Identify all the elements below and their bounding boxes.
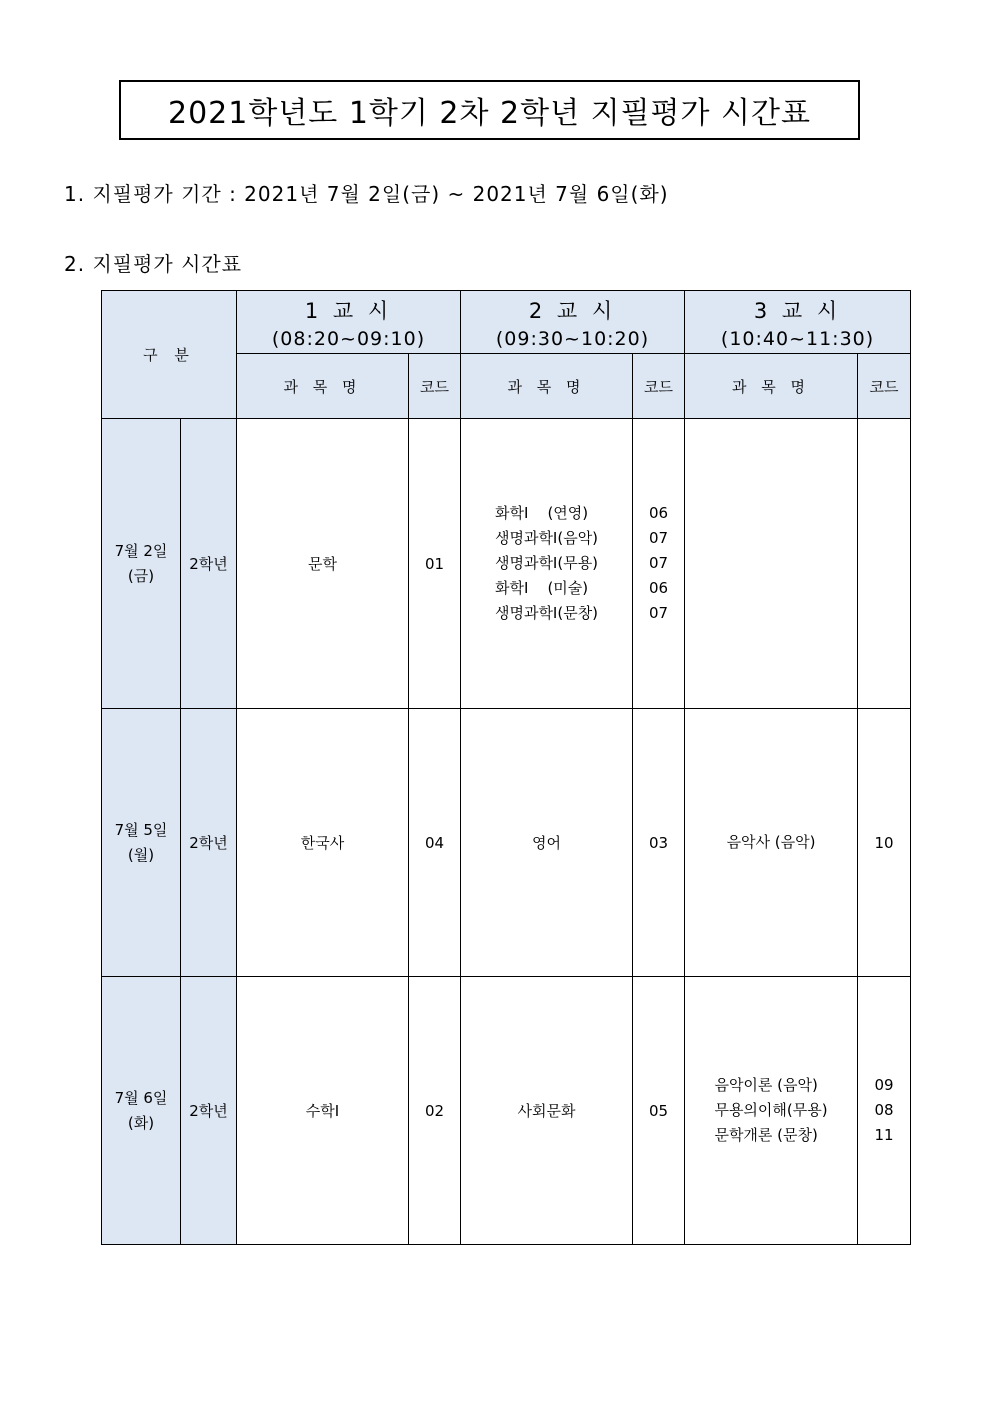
period-3-subject — [685, 709, 858, 977]
grade-cell: 2학년 — [181, 709, 237, 977]
date-cell — [102, 419, 181, 709]
subject-line: 생명과학Ⅰ(무용) — [494, 554, 599, 572]
grade-cell: 2학년 — [181, 419, 237, 709]
period-1-code: 04 — [409, 709, 461, 977]
table-row — [102, 977, 911, 1245]
code-line: 08 — [874, 1101, 894, 1119]
period-3-code: 10 — [858, 709, 911, 977]
period-2-code: 03 — [633, 709, 685, 977]
subject-header-3: 과 목 명 — [685, 354, 858, 419]
subject-line: 생명과학Ⅰ(문창) — [494, 604, 599, 622]
date-text: 7월 2일 — [114, 541, 168, 560]
period-2-subject: 사회문화 — [461, 977, 633, 1245]
code-line: 07 — [648, 604, 669, 622]
code-line: 07 — [648, 554, 669, 572]
table-row — [102, 419, 911, 709]
day-text: (화) — [127, 1113, 155, 1132]
header-row-periods — [102, 291, 911, 354]
timetable-heading: 2. 지필평가 시간표 — [64, 252, 243, 276]
exam-period-line: 1. 지필평가 기간 : 2021년 7월 2일(금) ~ 2021년 7월 6일(화) — [64, 182, 669, 206]
period-2-time: (09:30~10:20) — [495, 328, 650, 350]
period-2-subject: 영어 — [461, 709, 633, 977]
code-line: 11 — [874, 1126, 894, 1144]
period-1-code: 01 — [409, 419, 461, 709]
subject-header-2: 과 목 명 — [461, 354, 633, 419]
period-3-code — [858, 977, 911, 1245]
period-3-time: (10:40~11:30) — [720, 328, 875, 350]
grade-cell: 2학년 — [181, 977, 237, 1245]
exam-timetable — [101, 290, 911, 1245]
code-line: 06 — [648, 579, 669, 597]
table-row — [102, 709, 911, 977]
code-line: 06 — [648, 504, 669, 522]
period-1-subject: 수학Ⅰ — [237, 977, 409, 1245]
day-text: (금) — [127, 566, 155, 585]
period-2-code: 05 — [633, 977, 685, 1245]
period-3-subject — [685, 419, 858, 709]
period-1-time: (08:20~09:10) — [271, 328, 426, 350]
date-cell — [102, 977, 181, 1245]
period-2-label: 2 교 시 — [528, 299, 617, 323]
code-line: 07 — [648, 529, 669, 547]
subject-line: 화학Ⅰ (연영) — [494, 504, 589, 522]
period-3-label: 3 교 시 — [753, 299, 842, 323]
category-header: 구 분 — [102, 291, 237, 419]
subject-line: 화학Ⅰ (미술) — [494, 579, 589, 597]
subject-line: 음악사 (음악) — [726, 833, 816, 851]
subject-line: 문학개론 (문창) — [714, 1126, 818, 1144]
code-line: 09 — [874, 1076, 894, 1094]
page-title-text: 2021학년도 1학기 2차 2학년 지필평가 시간표 — [168, 96, 811, 131]
period-2-subject — [461, 419, 633, 709]
subject-line: 무용의이해(무용) — [714, 1101, 828, 1119]
period-1-subject: 문학 — [237, 419, 409, 709]
code-header-3: 코드 — [858, 354, 911, 419]
date-cell — [102, 709, 181, 977]
code-header-2: 코드 — [633, 354, 685, 419]
subject-header-1: 과 목 명 — [237, 354, 409, 419]
date-text: 7월 6일 — [114, 1088, 168, 1107]
day-text: (월) — [127, 845, 155, 864]
period-3-header — [685, 291, 911, 354]
period-1-label: 1 교 시 — [304, 299, 393, 323]
code-header-1: 코드 — [409, 354, 461, 419]
period-1-header — [237, 291, 461, 354]
period-1-subject: 한국사 — [237, 709, 409, 977]
period-3-code — [858, 419, 911, 709]
page-title — [119, 80, 860, 140]
period-2-code — [633, 419, 685, 709]
period-1-code: 02 — [409, 977, 461, 1245]
period-2-header — [461, 291, 685, 354]
subject-line: 음악이론 (음악) — [714, 1076, 818, 1094]
period-3-subject — [685, 977, 858, 1245]
date-text: 7월 5일 — [114, 820, 168, 839]
subject-line: 생명과학Ⅰ(음악) — [494, 529, 599, 547]
